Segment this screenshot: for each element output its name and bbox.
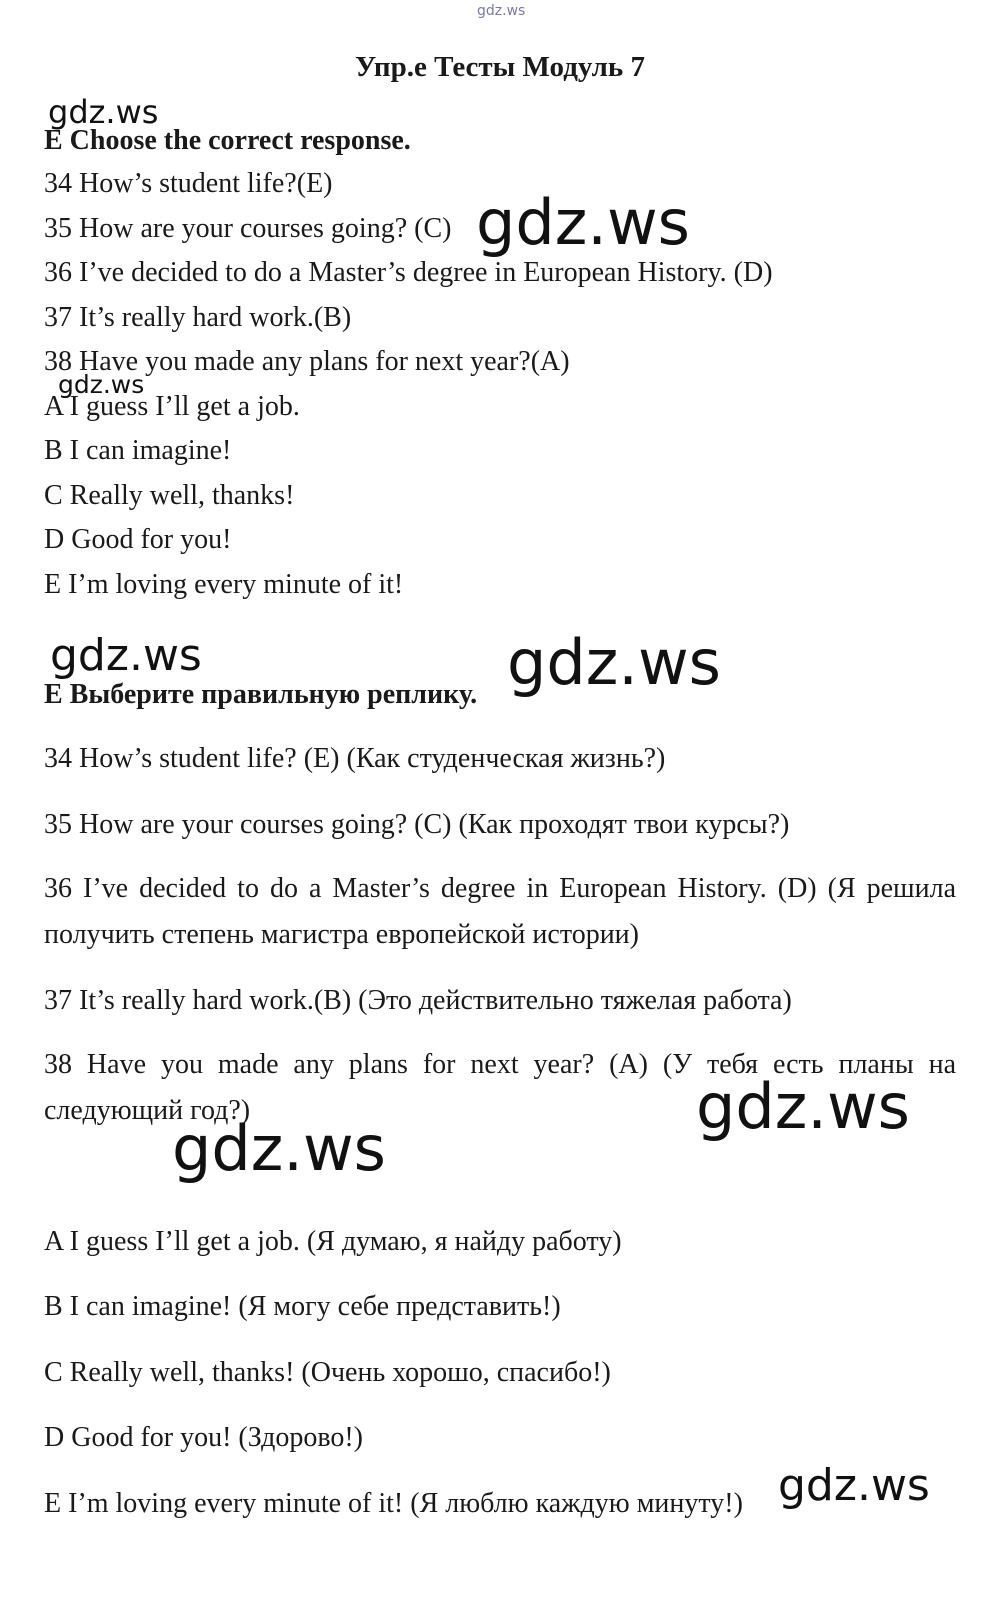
en-answer-d: D Good for you! (44, 524, 232, 555)
en-question-34: 34 How’s student life?(E) (44, 168, 333, 199)
en-question-38: 38 Have you made any plans for next year?(A) (44, 346, 570, 377)
ru-question-36: 36 I’ve decided to do a Master’s degree in European History. (D) (Я решила получить степень магистра европейской истории) (44, 873, 956, 950)
section-ru-heading: E Выберите правильную реплику. (44, 679, 478, 710)
watermark: gdz.ws (507, 626, 721, 699)
watermark: gdz.ws (778, 1460, 930, 1511)
ru-answer-b: B I can imagine! (Я могу себе представить!) (44, 1291, 561, 1322)
page-title: Упр.е Тесты Модуль 7 (354, 51, 646, 83)
ru-answer-c: C Really well, thanks! (Очень хорошо, спасибо!) (44, 1357, 611, 1388)
en-question-37: 37 It’s really hard work.(B) (44, 302, 352, 333)
ru-question-35: 35 How are your courses going? (C) (Как проходят твои курсы?) (44, 809, 790, 840)
en-answer-b: B I can imagine! (44, 435, 232, 466)
ru-answer-e: E I’m loving every minute of it! (Я люблю каждую минуту!) (44, 1488, 743, 1519)
ru-question-38: 38 Have you made any plans for next year? (A) (У тебя есть планы на следующий год?) (44, 1049, 956, 1126)
watermark: gdz.ws (476, 186, 690, 259)
ru-answer-d: D Good for you! (Здорово!) (44, 1422, 363, 1453)
en-answer-a: A I guess I’ll get a job. (44, 391, 300, 422)
watermark: gdz.ws (696, 1070, 910, 1143)
ru-question-34: 34 How’s student life? (E) (Как студенческая жизнь?) (44, 743, 666, 774)
en-answer-c: C Really well, thanks! (44, 480, 295, 511)
ru-question-37: 37 It’s really hard work.(B) (Это действительно тяжелая работа) (44, 985, 792, 1016)
en-question-36: 36 I’ve decided to do a Master’s degree in European History. (D) (44, 257, 773, 288)
en-answer-e: E I’m loving every minute of it! (44, 569, 404, 600)
watermark: gdz.ws (58, 370, 145, 399)
watermark: gdz.ws (172, 1112, 386, 1185)
en-question-35: 35 How are your courses going? (C) (44, 213, 452, 244)
top-watermark: gdz.ws (477, 3, 526, 19)
ru-answer-a: A I guess I’ll get a job. (Я думаю, я найду работу) (44, 1226, 622, 1257)
watermark: gdz.ws (50, 630, 202, 681)
section-en-heading: E Choose the correct response. (44, 125, 411, 156)
watermark: gdz.ws (48, 93, 159, 131)
